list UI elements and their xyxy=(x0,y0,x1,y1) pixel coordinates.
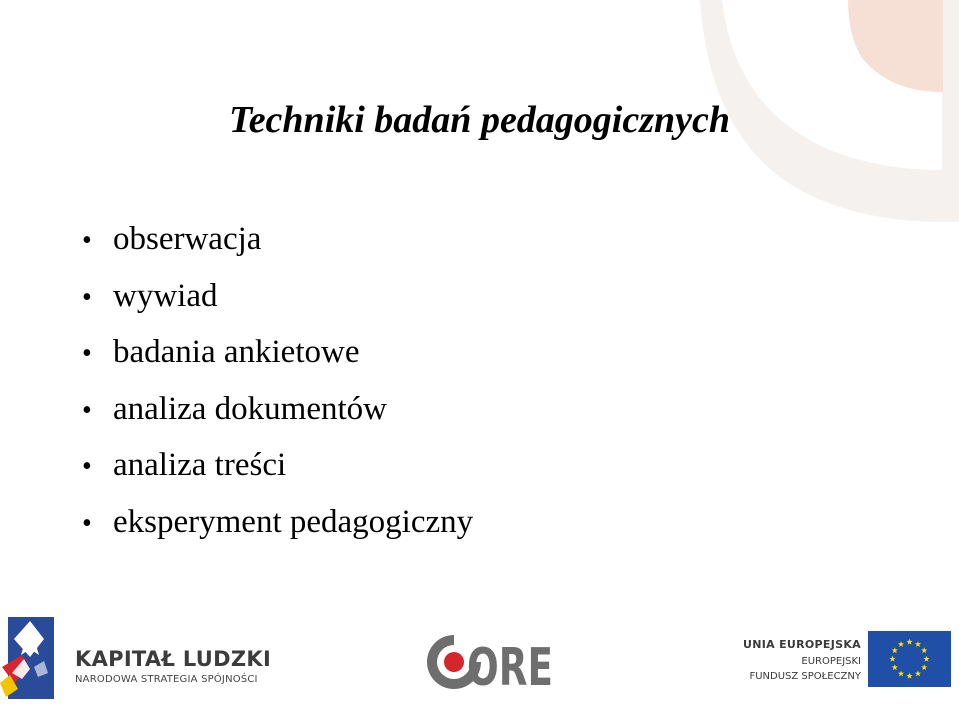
bullet-item xyxy=(82,438,473,495)
kapital-ludzki-text xyxy=(75,647,271,687)
bullet-item xyxy=(82,495,473,552)
eu-line-union: UNIA EUROPEJSKA xyxy=(743,638,861,651)
bullet-item xyxy=(82,325,473,382)
bullet-dot: • xyxy=(82,281,92,313)
footer-logos xyxy=(0,605,959,705)
bullet-text: analiza treści xyxy=(113,447,287,483)
bullet-dot: • xyxy=(82,394,92,426)
bullet-text: eksperyment pedagogiczny xyxy=(113,503,474,540)
kapital-ludzki-emblem-icon xyxy=(0,617,62,699)
bullet-item xyxy=(82,382,473,439)
bullet-dot: • xyxy=(82,338,92,369)
eu-line-european: EUROPEJSKI xyxy=(801,656,861,667)
kapital-ludzki-subtitle: NARODOWA STRATEGIA SPÓJNOŚCI xyxy=(75,674,258,685)
bullet-dot: • xyxy=(82,507,92,539)
bullet-text: analiza dokumentów xyxy=(113,390,387,427)
bullet-item xyxy=(82,269,473,326)
decor-arc-peach xyxy=(848,0,943,92)
bullet-text: wywiad xyxy=(113,277,218,314)
slide-title: Techniki badań pedagogicznych xyxy=(228,99,731,141)
bullet-item xyxy=(82,212,473,269)
ore-logo xyxy=(423,631,555,698)
bullet-text: badania ankietowe xyxy=(113,334,360,370)
bullet-dot: • xyxy=(82,225,92,256)
bullet-text: obserwacja xyxy=(113,221,262,257)
eu-text xyxy=(743,636,861,684)
kapital-ludzki-title: KAPITAŁ LUDZKI xyxy=(75,647,272,671)
eu-line-social-fund: FUNDUSZ SPOŁECZNY xyxy=(749,671,861,682)
eu-flag-icon xyxy=(868,631,951,687)
bullet-list xyxy=(82,212,473,551)
bullet-dot: • xyxy=(82,451,92,482)
ore-text: ORE xyxy=(467,638,553,698)
